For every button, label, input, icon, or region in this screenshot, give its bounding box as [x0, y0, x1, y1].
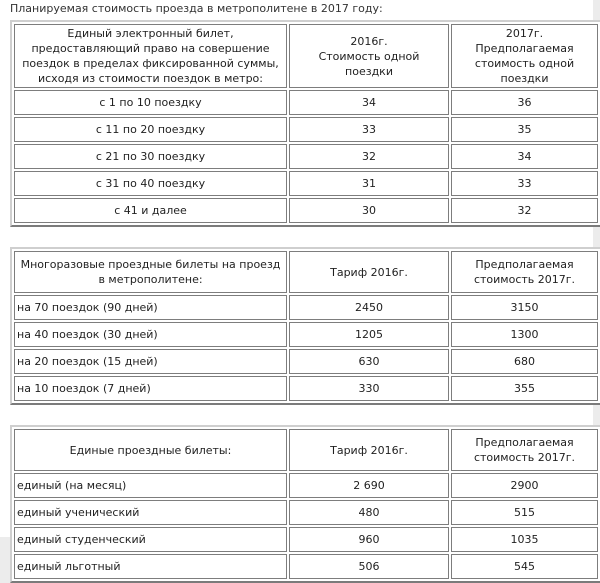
- table-row: [14, 322, 598, 347]
- price-2016-cell: 480: [289, 500, 449, 525]
- table-row: [14, 554, 598, 579]
- table-header-row: [14, 24, 598, 88]
- table-row: [14, 171, 598, 196]
- header-cell-estimated-2017: Предполагаемая стоимость 2017г.: [451, 251, 598, 293]
- price-2016-cell: 330: [289, 376, 449, 401]
- table-row: [14, 198, 598, 223]
- table-row: [14, 117, 598, 142]
- price-2017-cell: 680: [451, 349, 598, 374]
- row-label-cell: с 41 и далее: [14, 198, 287, 223]
- table-row: [14, 473, 598, 498]
- page-title: Планируемая стоимость проезда в метрополитене в 2017 году:: [10, 2, 383, 15]
- table-row: [14, 295, 598, 320]
- price-2017-cell: 33: [451, 171, 598, 196]
- table-row: [14, 349, 598, 374]
- header-cell-2016: 2016г. Стоимость одной поездки: [289, 24, 449, 88]
- table-row: [14, 376, 598, 401]
- header-cell-tariff-2016: Тариф 2016г.: [289, 251, 449, 293]
- row-label-cell: на 10 поездок (7 дней): [14, 376, 287, 401]
- fare-table-multi-ride: [10, 247, 600, 405]
- header-cell-tariff-2016: Тариф 2016г.: [289, 429, 449, 471]
- price-2016-cell: 34: [289, 90, 449, 115]
- price-2017-cell: 3150: [451, 295, 598, 320]
- table-row: [14, 500, 598, 525]
- price-2017-cell: 32: [451, 198, 598, 223]
- table-row: [14, 527, 598, 552]
- price-2016-cell: 630: [289, 349, 449, 374]
- price-2016-cell: 33: [289, 117, 449, 142]
- price-2016-cell: 2 690: [289, 473, 449, 498]
- row-label-cell: единый студенческий: [14, 527, 287, 552]
- table-header-row: [14, 429, 598, 471]
- header-cell-ticket-description: Многоразовые проездные билеты на проезд в метрополитене:: [14, 251, 287, 293]
- row-label-cell: с 21 по 30 поездку: [14, 144, 287, 169]
- price-2016-cell: 30: [289, 198, 449, 223]
- price-2017-cell: 2900: [451, 473, 598, 498]
- row-label-cell: единый льготный: [14, 554, 287, 579]
- price-2016-cell: 2450: [289, 295, 449, 320]
- row-label-cell: единый ученический: [14, 500, 287, 525]
- price-2017-cell: 36: [451, 90, 598, 115]
- row-label-cell: на 20 поездок (15 дней): [14, 349, 287, 374]
- header-cell-estimated-2017: Предполагаемая стоимость 2017г.: [451, 429, 598, 471]
- fare-table-electronic-ticket: [10, 20, 600, 227]
- table-row: [14, 144, 598, 169]
- header-cell-ticket-description: Единый электронный билет, предоставляющий право на совершение поездок в пределах фиксированной суммы, исходя из стоимости поездок в метро:: [14, 24, 287, 88]
- header-cell-2017: 2017г. Предполагаемая стоимость одной поездки: [451, 24, 598, 88]
- row-label-cell: на 70 поездок (90 дней): [14, 295, 287, 320]
- price-2017-cell: 1300: [451, 322, 598, 347]
- price-2016-cell: 1205: [289, 322, 449, 347]
- row-label-cell: с 11 по 20 поездку: [14, 117, 287, 142]
- price-2017-cell: 545: [451, 554, 598, 579]
- price-2017-cell: 35: [451, 117, 598, 142]
- price-2017-cell: 34: [451, 144, 598, 169]
- price-2016-cell: 960: [289, 527, 449, 552]
- row-label-cell: с 1 по 10 поездку: [14, 90, 287, 115]
- price-2017-cell: 515: [451, 500, 598, 525]
- price-2017-cell: 1035: [451, 527, 598, 552]
- row-label-cell: на 40 поездок (30 дней): [14, 322, 287, 347]
- table-row: [14, 90, 598, 115]
- row-label-cell: с 31 по 40 поездку: [14, 171, 287, 196]
- table-header-row: [14, 251, 598, 293]
- row-label-cell: единый (на месяц): [14, 473, 287, 498]
- price-2017-cell: 355: [451, 376, 598, 401]
- price-2016-cell: 31: [289, 171, 449, 196]
- price-2016-cell: 32: [289, 144, 449, 169]
- header-cell-ticket-description: Единые проездные билеты:: [14, 429, 287, 471]
- price-2016-cell: 506: [289, 554, 449, 579]
- fare-table-unified: [10, 425, 600, 583]
